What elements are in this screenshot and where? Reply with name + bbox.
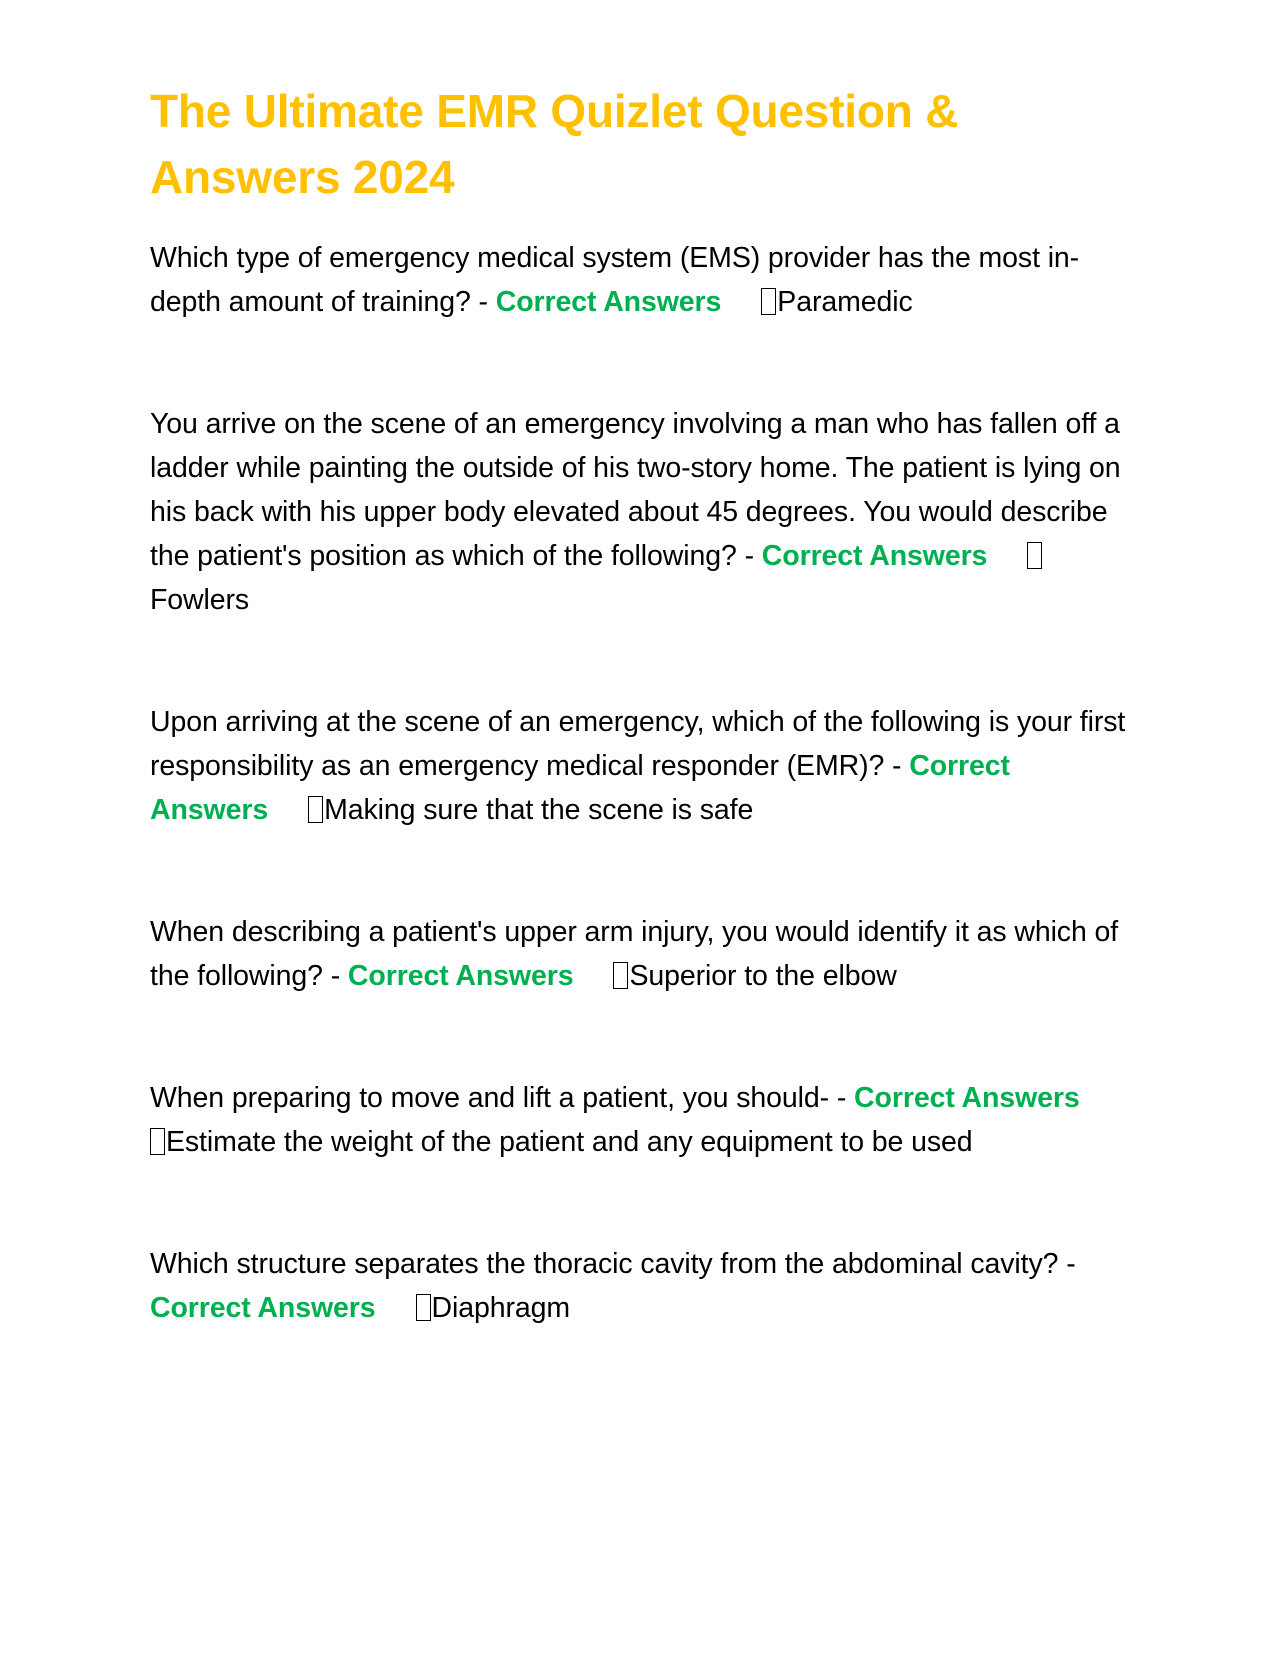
answer-text: Superior to the elbow: [629, 960, 897, 992]
separator: -: [1058, 1248, 1076, 1280]
answer-text: Making sure that the scene is safe: [324, 794, 754, 826]
correct-answers-label: Correct Answers: [761, 540, 988, 572]
qa-item: [150, 700, 1130, 832]
question-text: You arrive on the scene of an emergency involving a man who has fallen off a ladder while painting the outside of his two-story home. The patient is lying on his back with his upper body elevated about 45 degrees. You would describe the patient's position as which of the following?: [150, 408, 1121, 572]
document-title: The Ultimate EMR Quizlet Question & Answers 2024: [150, 85, 959, 203]
qa-item: [150, 402, 1130, 622]
question-text: Which type of emergency medical system (EMS) provider has the most in-depth amount of training?: [150, 242, 1080, 318]
qa-item: [150, 910, 1130, 998]
checkbox-glyph-icon: [416, 1294, 431, 1321]
separator: -: [470, 286, 496, 318]
checkbox-glyph-icon: [150, 1128, 165, 1155]
separator: -: [829, 1082, 855, 1114]
correct-answers-label: Correct Answers: [854, 1082, 1080, 1114]
checkbox-glyph-icon: [761, 288, 776, 315]
checkbox-glyph-icon: [613, 962, 628, 989]
checkbox-glyph-icon: [1027, 542, 1042, 569]
answer-text: Diaphragm: [431, 1292, 571, 1324]
question-text: When preparing to move and lift a patient, you should-: [150, 1082, 830, 1114]
separator: -: [884, 750, 910, 782]
qa-item: [150, 1242, 1130, 1330]
checkbox-glyph-icon: [308, 796, 323, 823]
correct-answers-label: Correct Answers: [495, 286, 722, 318]
question-text: When describing a patient's upper arm injury, you would identify it as which of the following?: [150, 916, 1119, 992]
document-page: [150, 78, 1130, 1408]
qa-item: [150, 1076, 1130, 1164]
answer-text: Estimate the weight of the patient and any equipment to be used: [166, 1126, 973, 1158]
separator: -: [736, 540, 762, 572]
correct-answers-label: Correct Answers: [150, 750, 1010, 826]
answer-text: Fowlers: [150, 584, 250, 616]
qa-item: [150, 236, 1130, 324]
question-text: Upon arriving at the scene of an emergency, which of the following is your first responsibility as an emergency medical responder (EMR)?: [150, 706, 1126, 782]
correct-answers-label: Correct Answers: [347, 960, 574, 992]
correct-answers-label: Correct Answers: [150, 1292, 376, 1324]
separator: -: [322, 960, 348, 992]
question-text: Which structure separates the thoracic cavity from the abdominal cavity?: [150, 1248, 1059, 1280]
answer-text: Paramedic: [777, 286, 913, 318]
